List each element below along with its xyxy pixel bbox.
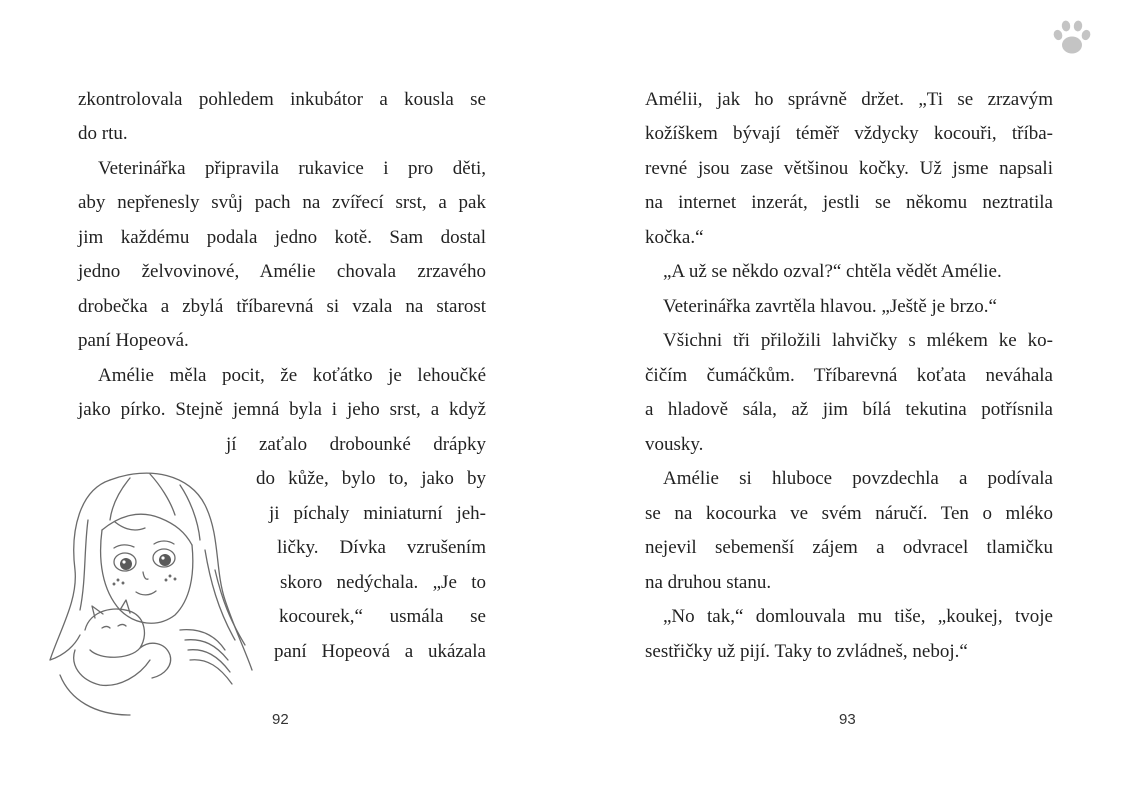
text-line: sestřičky už pijí. Taky to zvládneš, neboj.“	[645, 641, 968, 662]
text-line: revné jsou zase většinou kočky. Už jsme napsali	[645, 158, 1053, 179]
text-line: ličky. Dívka vzrušením	[277, 537, 486, 558]
text-line: kočka.“	[645, 227, 704, 248]
text-line: nejevil sebemenší zájem a odvracel tlamičku	[645, 537, 1053, 558]
text-line: aby nepřenesly svůj pach na zvířecí srst, a pak	[78, 192, 486, 213]
text-line: na internet inzerát, jestli se někomu neztratila	[645, 192, 1053, 213]
page-number: 92	[272, 711, 289, 728]
text-line: paní Hopeová a ukázala	[274, 641, 486, 662]
text-line: „No tak,“ domlouvala mu tiše, „koukej, tvoje	[663, 606, 1053, 627]
text-line: skoro nedýchala. „Je to	[280, 572, 486, 593]
text-line: do rtu.	[78, 123, 128, 144]
text-line: jako pírko. Stejně jemná byla i jeho srst, a když	[78, 399, 486, 420]
text-line: vousky.	[645, 434, 704, 455]
text-line: jedno želvovinové, Amélie chovala zrzavého	[78, 261, 486, 282]
text-line: kožíškem bývají téměř vždycky kocouři, tříba-	[645, 123, 1053, 144]
text-line: jim každému podala jedno kotě. Sam dostal	[78, 227, 486, 248]
text-line: paní Hopeová.	[78, 330, 189, 351]
text-line: ji píchaly miniaturní jeh-	[269, 503, 486, 524]
text-line: do kůže, bylo to, jako by	[256, 468, 486, 489]
page-number: 93	[839, 711, 856, 728]
text-line: drobečka a zbylá tříbarevná si vzala na starost	[78, 296, 486, 317]
text-line: zkontrolovala pohledem inkubátor a kousla se	[78, 89, 486, 110]
text-line: Veterinářka připravila rukavice i pro děti,	[98, 158, 486, 179]
paw-print-icon	[1050, 18, 1094, 58]
text-line: Veterinářka zavrtěla hlavou. „Ještě je brzo.“	[663, 296, 997, 317]
text-line: jí zaťalo drobounké drápky	[226, 434, 486, 455]
text-line: na druhou stanu.	[645, 572, 772, 593]
girl-holding-kitten-illustration	[40, 460, 260, 720]
text-line: „A už se někdo ozval?“ chtěla vědět Amélie.	[663, 261, 1002, 282]
text-line: a hladově sála, až jim bílá tekutina potřísnila	[645, 399, 1053, 420]
text-line: Amélie měla pocit, že koťátko je lehoučké	[98, 365, 486, 386]
text-line: kocourek,“ usmála se	[279, 606, 486, 627]
text-line: Amélie si hluboce povzdechla a podívala	[663, 468, 1053, 489]
text-line: se na kocourka ve svém náručí. Ten o mléko	[645, 503, 1053, 524]
right-page	[566, 0, 1132, 800]
text-line: Všichni tři přiložili lahvičky s mlékem ke ko-	[663, 330, 1053, 351]
text-line: Amélii, jak ho správně držet. „Ti se zrzavým	[645, 89, 1053, 110]
text-line: čičím čumáčkům. Tříbarevná koťata neváhala	[645, 365, 1053, 386]
